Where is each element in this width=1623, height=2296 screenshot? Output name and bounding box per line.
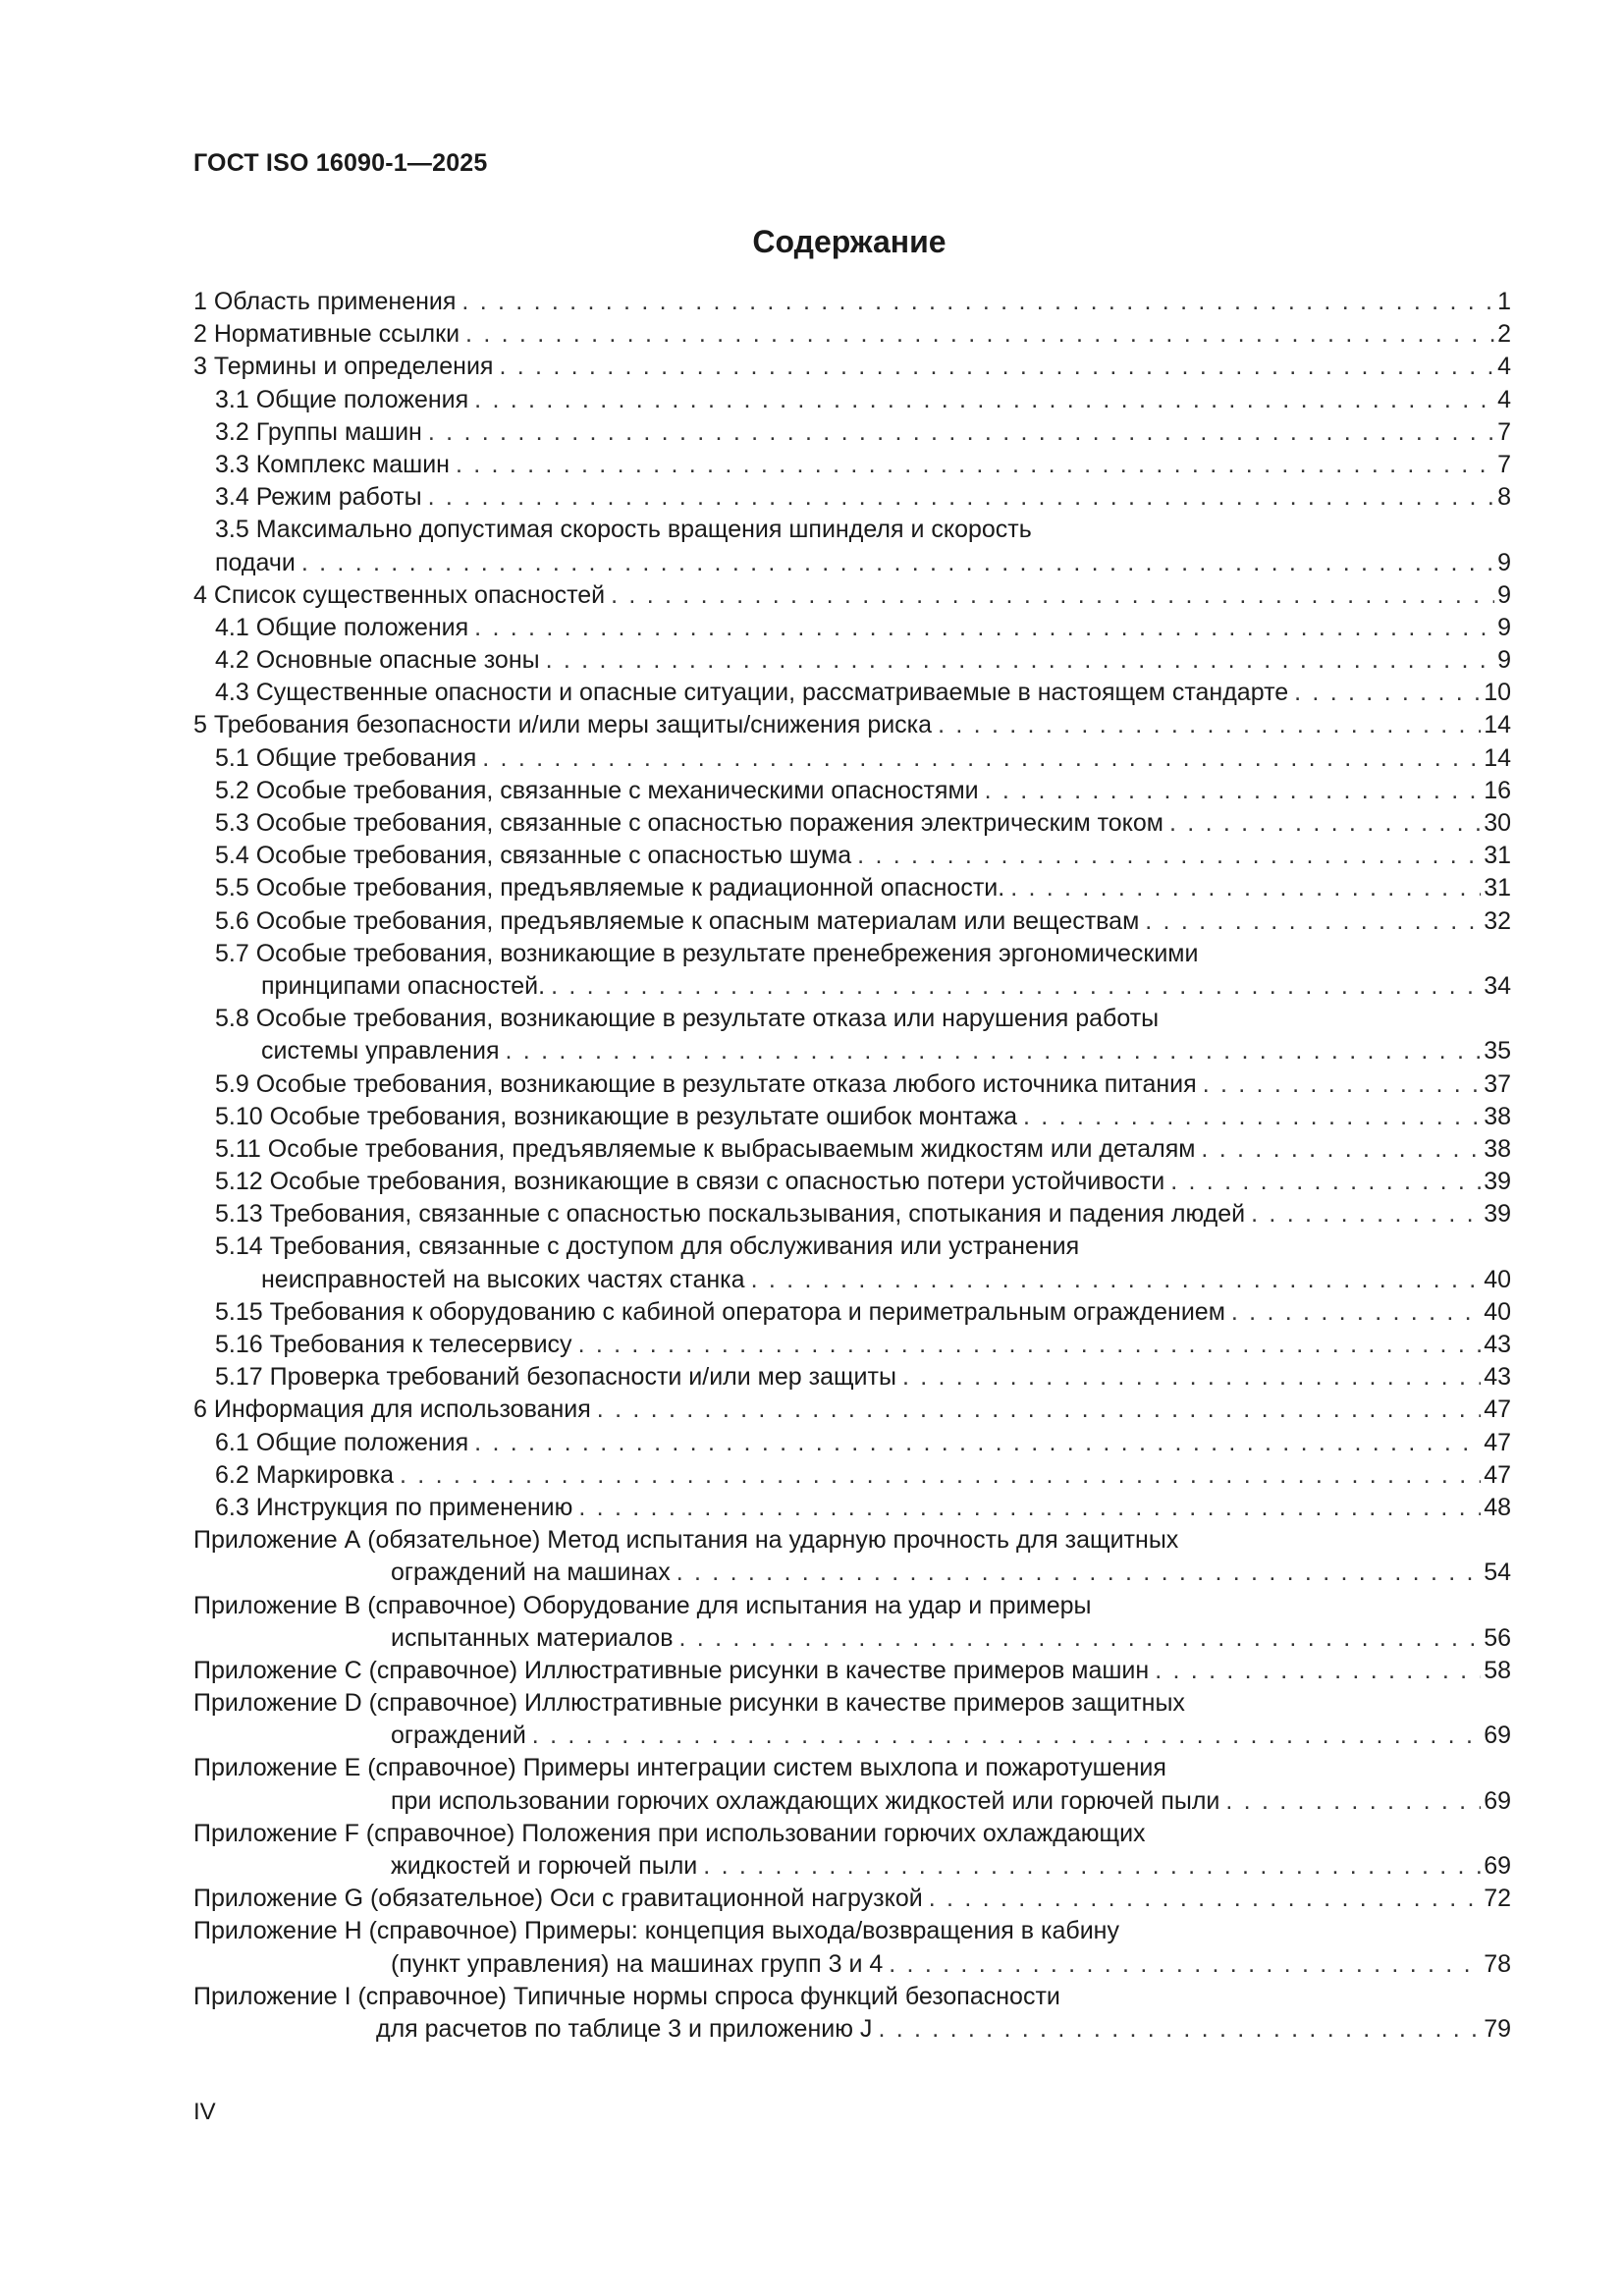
toc-title: Содержание [752, 224, 947, 259]
dot-leader [985, 775, 1482, 807]
dot-leader [532, 1720, 1481, 1752]
toc-entry-title: Приложение I (справочное) Типичные нормы спроса функций безопасности [193, 1982, 1060, 2010]
toc-entry-title: Приложение G (обязательное) Оси с гравитационной нагрузкой [193, 1885, 923, 1913]
table-of-contents [193, 286, 1511, 2046]
toc-entry-page: 72 [1484, 1885, 1511, 1913]
toc-entry-page: 38 [1484, 1134, 1511, 1163]
toc-entry-title: 5.6 Особые требования, предъявляемые к опасным материалам или веществам [215, 906, 1140, 935]
toc-entry-page: 47 [1484, 1395, 1511, 1424]
dot-leader [428, 481, 1494, 514]
toc-entry-title: Приложение Е (справочное) Примеры интеграции систем выхлопа и пожаротушения [193, 1754, 1166, 1782]
toc-entry[interactable] [193, 286, 1511, 318]
dot-leader [301, 547, 1494, 579]
toc-entry[interactable] [193, 1101, 1511, 1133]
toc-entry-page: 40 [1484, 1297, 1511, 1326]
dot-leader [546, 644, 1495, 677]
toc-entry-page: 34 [1484, 971, 1511, 1000]
toc-entry-page: 30 [1484, 809, 1511, 837]
dot-leader [1145, 905, 1481, 938]
toc-entry[interactable] [193, 318, 1511, 351]
dot-leader [679, 1622, 1482, 1655]
toc-entry-title: 5.10 Особые требования, возникающие в результате ошибок монтажа [215, 1102, 1018, 1130]
toc-entry[interactable] [193, 938, 1511, 1003]
toc-entry[interactable] [193, 742, 1511, 775]
toc-entry-title: 6.1 Общие положения [215, 1428, 469, 1456]
toc-entry[interactable] [193, 1752, 1511, 1817]
toc-entry-page: 69 [1484, 1786, 1511, 1815]
toc-entry[interactable] [193, 1818, 1511, 1883]
toc-entry-title: 1 Область применения [193, 288, 457, 315]
toc-entry-title: 6.2 Маркировка [215, 1460, 394, 1489]
toc-entry-page: 40 [1484, 1265, 1511, 1293]
toc-entry-title: Приложение H (справочное) Примеры: концепция выхода/возвращения в кабину [193, 1917, 1119, 1945]
toc-entry-page: 54 [1484, 1558, 1511, 1587]
toc-entry-title: 3 Термины и определения [193, 353, 494, 381]
toc-entry-title: 5.13 Требования, связанные с опасностью поскальзывания, спотыкания и падения людей [215, 1200, 1246, 1229]
toc-entry-title: подачи [215, 548, 296, 576]
toc-entry-page: 16 [1484, 776, 1511, 804]
toc-entry-title: 6 Информация для использования [193, 1395, 591, 1424]
toc-entry[interactable] [193, 1198, 1511, 1230]
toc-entry-title: 4.2 Основные опасные зоны [215, 646, 540, 675]
toc-entry[interactable] [193, 644, 1511, 677]
toc-entry-title: 5.12 Особые требования, возникающие в связи с опасностью потери устойчивости [215, 1168, 1165, 1196]
toc-entry-page: 4 [1497, 353, 1511, 381]
toc-entry-title: 3.1 Общие положения [215, 385, 469, 413]
dot-leader [1251, 1198, 1481, 1230]
toc-entry-title: 5.15 Требования к оборудованию с кабиной оператора и периметральным ограждением [215, 1297, 1225, 1326]
toc-entry[interactable] [193, 872, 1511, 904]
toc-entry-title: 5.16 Требования к телесервису [215, 1331, 572, 1358]
toc-entry-title: неисправностей на высоких частях станка [261, 1265, 745, 1293]
toc-entry-title: 3.4 Режим работы [215, 483, 422, 512]
dot-leader [506, 1035, 1482, 1067]
dot-leader [1294, 677, 1481, 709]
toc-entry-title: 5 Требования безопасности и/или меры защиты/снижения риска [193, 711, 933, 739]
toc-entry-page: 10 [1484, 679, 1511, 707]
toc-entry-title: Приложение D (справочное) Иллюстративные рисунки в качестве примеров защитных [193, 1689, 1185, 1718]
toc-entry[interactable] [193, 677, 1511, 709]
toc-entry[interactable] [193, 1459, 1511, 1492]
toc-entry-title: 5.7 Особые требования, возникающие в результате пренебрежения эргономическими [215, 939, 1199, 967]
toc-entry-page: 14 [1484, 711, 1511, 739]
dot-leader [902, 1361, 1481, 1394]
toc-entry[interactable] [193, 1883, 1511, 1915]
toc-entry-page: 43 [1484, 1363, 1511, 1392]
dot-leader [465, 318, 1494, 351]
dot-leader [474, 384, 1494, 416]
toc-entry-page: 9 [1497, 548, 1511, 576]
dot-leader [1170, 1166, 1481, 1198]
toc-entry-title: 2 Нормативные ссылки [193, 320, 460, 349]
toc-entry-title: 5.9 Особые требования, возникающие в результате отказа любого источника питания [215, 1069, 1197, 1098]
toc-entry-title: 5.4 Особые требования, связанные с опасностью шума [215, 842, 852, 870]
toc-entry-page: 39 [1484, 1200, 1511, 1229]
dot-leader [456, 449, 1494, 481]
toc-entry-page: 7 [1497, 450, 1511, 478]
toc-entry[interactable] [193, 1361, 1511, 1394]
dot-leader [929, 1883, 1481, 1915]
dot-leader [474, 612, 1494, 644]
toc-entry-page: 58 [1484, 1656, 1511, 1684]
toc-entry[interactable] [193, 1655, 1511, 1687]
toc-entry[interactable] [193, 1068, 1511, 1101]
toc-entry-title: 5.14 Требования, связанные с доступом для обслуживания или устранения [215, 1232, 1080, 1261]
toc-entry-page: 32 [1484, 906, 1511, 935]
toc-entry-page: 69 [1484, 1722, 1511, 1750]
toc-entry-title: при использовании горючих охлаждающих жидкостей или горючей пыли [391, 1786, 1220, 1815]
toc-entry-page: 9 [1497, 646, 1511, 675]
toc-entry-title: (пункт управления) на машинах групп 3 и 4 [391, 1949, 884, 1978]
toc-entry-title: 3.5 Максимально допустимая скорость вращения шпинделя и скорость [215, 516, 1032, 544]
toc-entry-title: ограждений [391, 1722, 526, 1750]
toc-entry[interactable] [193, 905, 1511, 938]
toc-entry[interactable] [193, 1329, 1511, 1361]
toc-entry-title: Приложение С (справочное) Иллюстративные рисунки в качестве примеров машин [193, 1656, 1150, 1684]
dot-leader [1023, 1101, 1481, 1133]
dot-leader [482, 742, 1481, 775]
toc-entry-page: 69 [1484, 1852, 1511, 1880]
toc-entry-title: ограждений на машинах [391, 1558, 671, 1587]
dot-leader [676, 1557, 1481, 1589]
toc-entry-title: 3.2 Группы машин [215, 417, 422, 446]
dot-leader [499, 351, 1494, 383]
toc-entry-title: 5.5 Особые требования, предъявляемые к радиационной опасности. [215, 874, 1005, 902]
toc-entry-title: 4.1 Общие положения [215, 613, 469, 641]
toc-entry[interactable] [193, 1003, 1511, 1067]
toc-entry-title: 5.3 Особые требования, связанные с опасностью поражения электрическим током [215, 809, 1163, 837]
toc-entry-title: Приложение А (обязательное) Метод испытания на ударную прочность для защитных [193, 1526, 1179, 1555]
toc-entry[interactable] [193, 579, 1511, 612]
toc-entry-title: 4 Список существенных опасностей [193, 580, 606, 609]
toc-entry[interactable] [193, 840, 1511, 872]
toc-entry-title: 4.3 Существенные опасности и опасные ситуации, рассматриваемые в настоящем стандарте [215, 679, 1289, 707]
toc-entry[interactable] [193, 1687, 1511, 1752]
toc-entry[interactable] [193, 1166, 1511, 1198]
toc-entry[interactable] [193, 481, 1511, 514]
toc-entry[interactable] [193, 1981, 1511, 2046]
toc-entry-title: 5.2 Особые требования, связанные с механическими опасностями [215, 776, 979, 804]
toc-entry[interactable] [193, 807, 1511, 840]
toc-entry[interactable] [193, 384, 1511, 416]
toc-entry-page: 35 [1484, 1037, 1511, 1066]
dot-leader [474, 1427, 1481, 1459]
toc-entry-page: 43 [1484, 1331, 1511, 1358]
toc-entry[interactable] [193, 1394, 1511, 1426]
toc-entry-page: 9 [1497, 580, 1511, 609]
toc-entry-page: 56 [1484, 1623, 1511, 1652]
dot-leader [1201, 1133, 1481, 1166]
dot-leader [1203, 1068, 1482, 1101]
toc-entry[interactable] [193, 1492, 1511, 1524]
toc-entry-page: 8 [1497, 483, 1511, 512]
toc-entry-title: 5.1 Общие требования [215, 743, 477, 772]
toc-entry[interactable] [193, 1590, 1511, 1655]
toc-entry-title: 6.3 Инструкция по применению [215, 1493, 573, 1521]
toc-entry[interactable] [193, 416, 1511, 449]
toc-entry[interactable] [193, 709, 1511, 741]
dot-leader [878, 2013, 1481, 2046]
toc-entry-title: 5.11 Особые требования, предъявляемые к выбрасываемым жидкостям или деталям [215, 1134, 1196, 1163]
dot-leader [1155, 1655, 1481, 1687]
toc-entry-page: 78 [1484, 1949, 1511, 1978]
dot-leader [1225, 1785, 1481, 1818]
toc-entry-title: жидкостей и горючей пыли [391, 1852, 698, 1880]
toc-entry-page: 38 [1484, 1102, 1511, 1130]
toc-entry-title: принципами опасностей. [261, 971, 546, 1000]
dot-leader [578, 1329, 1482, 1361]
dot-leader [578, 1492, 1481, 1524]
toc-entry-page: 47 [1484, 1428, 1511, 1456]
toc-entry-page: 14 [1484, 743, 1511, 772]
dot-leader [1169, 807, 1481, 840]
dot-leader [1231, 1296, 1481, 1329]
dot-leader [611, 579, 1494, 612]
toc-entry-page: 9 [1497, 613, 1511, 641]
dot-leader [703, 1850, 1481, 1883]
toc-entry-page: 31 [1484, 842, 1511, 870]
toc-entry[interactable] [193, 1915, 1511, 1980]
toc-entry[interactable] [193, 1427, 1511, 1459]
toc-entry[interactable] [193, 1133, 1511, 1166]
dot-leader [400, 1459, 1481, 1492]
toc-entry-title: испытанных материалов [391, 1623, 674, 1652]
toc-entry-title: 5.17 Проверка требований безопасности и/или мер защиты [215, 1363, 896, 1392]
dot-leader [597, 1394, 1481, 1426]
toc-entry-page: 4 [1497, 385, 1511, 413]
dot-leader [428, 416, 1494, 449]
toc-entry-page: 37 [1484, 1069, 1511, 1098]
page-number: IV [193, 2099, 216, 2125]
toc-entry-title: системы управления [261, 1037, 500, 1066]
toc-entry-page: 31 [1484, 874, 1511, 902]
toc-entry-page: 48 [1484, 1493, 1511, 1521]
toc-entry-title: Приложение В (справочное) Оборудование для испытания на удар и примеры [193, 1591, 1092, 1619]
toc-entry-page: 7 [1497, 417, 1511, 446]
dot-leader [751, 1264, 1482, 1296]
dot-leader [857, 840, 1481, 872]
dot-leader [889, 1948, 1481, 1981]
toc-entry-page: 79 [1484, 2014, 1511, 2043]
toc-entry-page: 1 [1497, 288, 1511, 315]
dot-leader [1010, 872, 1481, 904]
toc-entry-page: 39 [1484, 1168, 1511, 1196]
toc-entry[interactable] [193, 1230, 1511, 1295]
toc-entry-page: 47 [1484, 1460, 1511, 1489]
dot-leader [461, 286, 1494, 318]
toc-entry-page: 2 [1497, 320, 1511, 349]
toc-entry-title: 5.8 Особые требования, возникающие в результате отказа или нарушения работы [215, 1005, 1160, 1033]
toc-entry-title: 3.3 Комплекс машин [215, 450, 450, 478]
document-header: ГОСТ ISO 16090-1—2025 [193, 149, 488, 177]
toc-entry[interactable] [193, 514, 1511, 578]
toc-entry[interactable] [193, 351, 1511, 383]
toc-entry[interactable] [193, 775, 1511, 807]
dot-leader [551, 970, 1481, 1003]
toc-entry[interactable] [193, 1524, 1511, 1589]
toc-entry[interactable] [193, 1296, 1511, 1329]
toc-entry-title: для расчетов по таблице 3 и приложению J [376, 2014, 873, 2043]
toc-entry[interactable] [193, 449, 1511, 481]
toc-entry[interactable] [193, 612, 1511, 644]
toc-entry-title: Приложение F (справочное) Положения при использовании горючих охлаждающих [193, 1819, 1146, 1847]
dot-leader [938, 709, 1481, 741]
